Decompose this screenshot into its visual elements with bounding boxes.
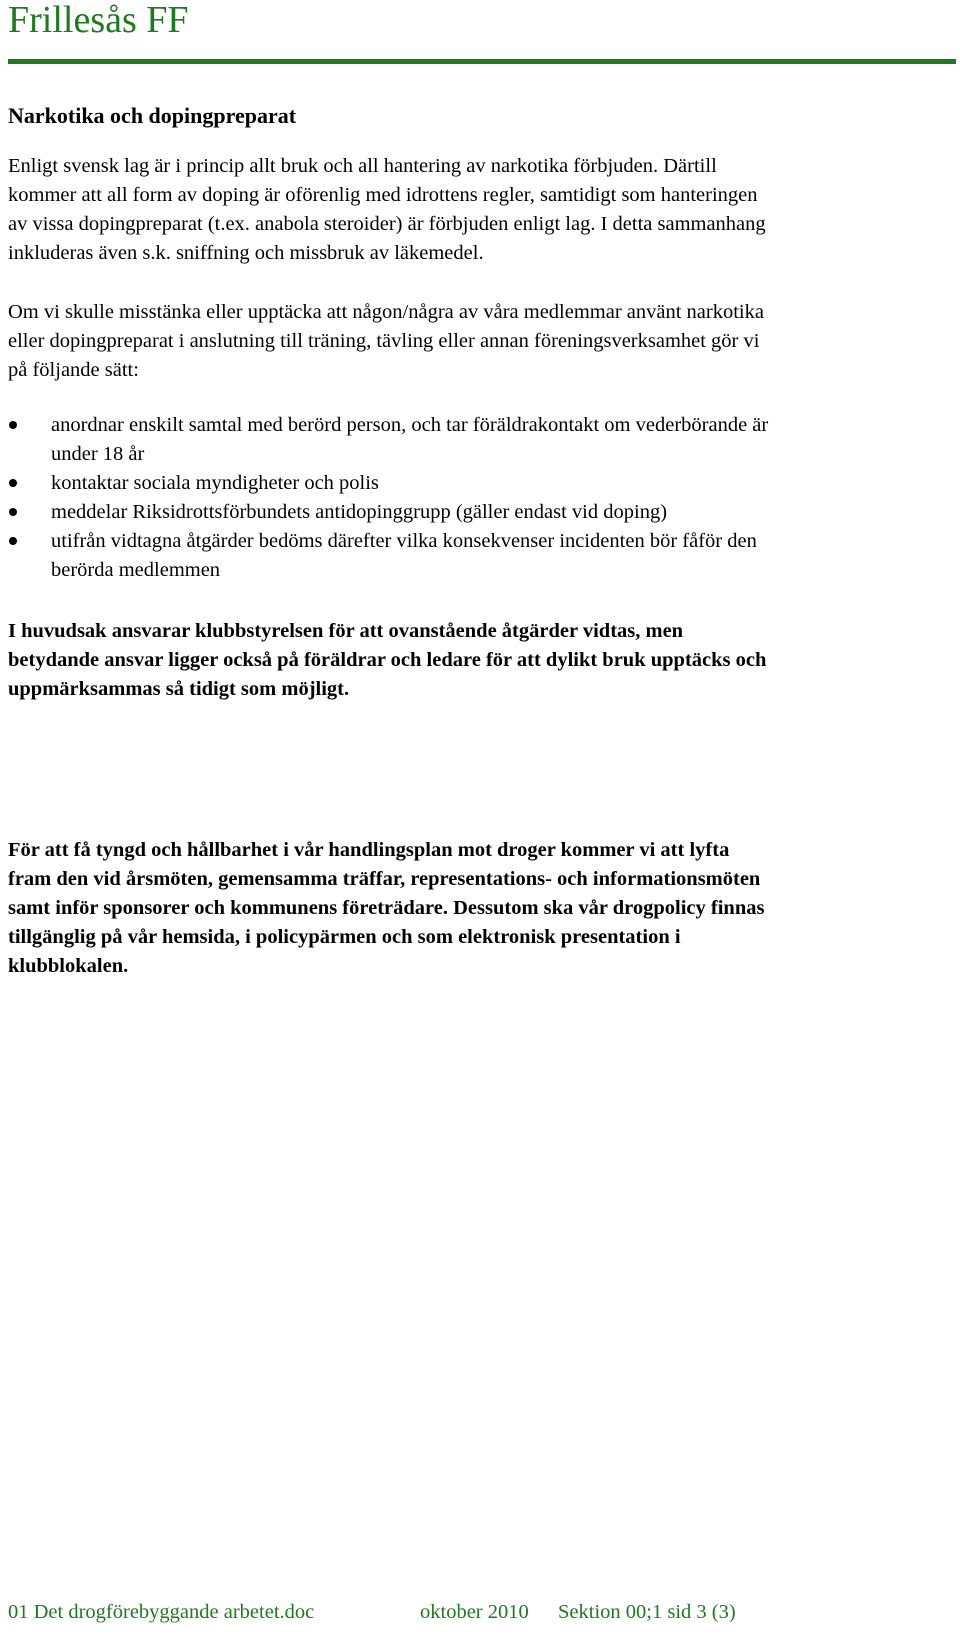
text-line: på följande sätt: <box>8 359 139 381</box>
text-line: kontaktar sociala myndigheter och polis <box>51 472 379 494</box>
bullet-icon <box>9 537 17 545</box>
text-line: I huvudsak ansvarar klubbstyrelsen för att ovanstående åtgärder vidtas, men <box>8 620 684 642</box>
text-line: eller dopingpreparat i anslutning till träning, tävling eller annan föreningsverksamhet gör vi <box>8 330 760 352</box>
footer-date: oktober 2010 <box>420 1601 529 1623</box>
text-line: tillgänglig på vår hemsida, i policypärmen och som elektronisk presentation i <box>8 926 681 948</box>
text-line: berörda medlemmen <box>51 559 221 581</box>
procedure-paragraph <box>8 298 956 385</box>
text-line: inkluderas även s.k. sniffning och missbruk av läkemedel. <box>8 242 484 264</box>
text-line: betydande ansvar ligger också på föräldrar och ledare för att dylikt bruk upptäcks och <box>8 649 767 671</box>
list-item <box>8 498 956 527</box>
text-line: samt inför sponsorer och kommunens företrädare. Dessutom ska vår drogpolicy finnas <box>8 897 765 919</box>
text-line: Enligt svensk lag är i princip allt bruk och all hantering av narkotika förbjuden. Därtill <box>8 155 717 177</box>
text-line: meddelar Riksidrottsförbundets antidopinggrupp (gäller endast vid doping) <box>51 501 668 523</box>
bullet-icon <box>9 421 17 429</box>
text-line: anordnar enskilt samtal med berörd person, och tar föräldrakontakt om vederbörande är <box>51 414 769 436</box>
text-line: uppmärksammas så tidigt som möjligt. <box>8 678 350 700</box>
text-line: under 18 år <box>51 443 145 465</box>
responsibility-paragraph <box>8 617 956 704</box>
section-heading: Narkotika och dopingpreparat <box>8 103 297 128</box>
text-line: Om vi skulle misstänka eller upptäcka att någon/några av våra medlemmar använt narkotika <box>8 301 764 323</box>
footer-page-info: Sektion 00;1 sid 3 (3) <box>558 1601 736 1623</box>
action-list <box>8 411 956 585</box>
bullet-icon <box>9 479 17 487</box>
document-title: Frillesås FF <box>8 0 189 41</box>
header-divider <box>8 59 956 64</box>
list-item <box>8 411 956 469</box>
list-item <box>8 469 956 498</box>
text-line: klubblokalen. <box>8 955 129 977</box>
text-line: fram den vid årsmöten, gemensamma träffar, representations- och informationsmöten <box>8 868 761 890</box>
text-line: av vissa dopingpreparat (t.ex. anabola steroider) är förbjuden enligt lag. I detta sammanhang <box>8 213 766 235</box>
text-line: utifrån vidtagna åtgärder bedöms därefter vilka konsekvenser incidenten bör fåför den <box>51 530 757 552</box>
intro-paragraph <box>8 152 956 268</box>
text-line: kommer att all form av doping är oförenlig med idrottens regler, samtidigt som hanteringen <box>8 184 758 206</box>
communication-paragraph <box>8 836 956 981</box>
footer-filename: 01 Det drogförebyggande arbetet.doc <box>8 1601 315 1623</box>
list-item <box>8 527 956 585</box>
text-line: För att få tyngd och hållbarhet i vår handlingsplan mot droger kommer vi att lyfta <box>8 839 730 861</box>
bullet-icon <box>9 508 17 516</box>
